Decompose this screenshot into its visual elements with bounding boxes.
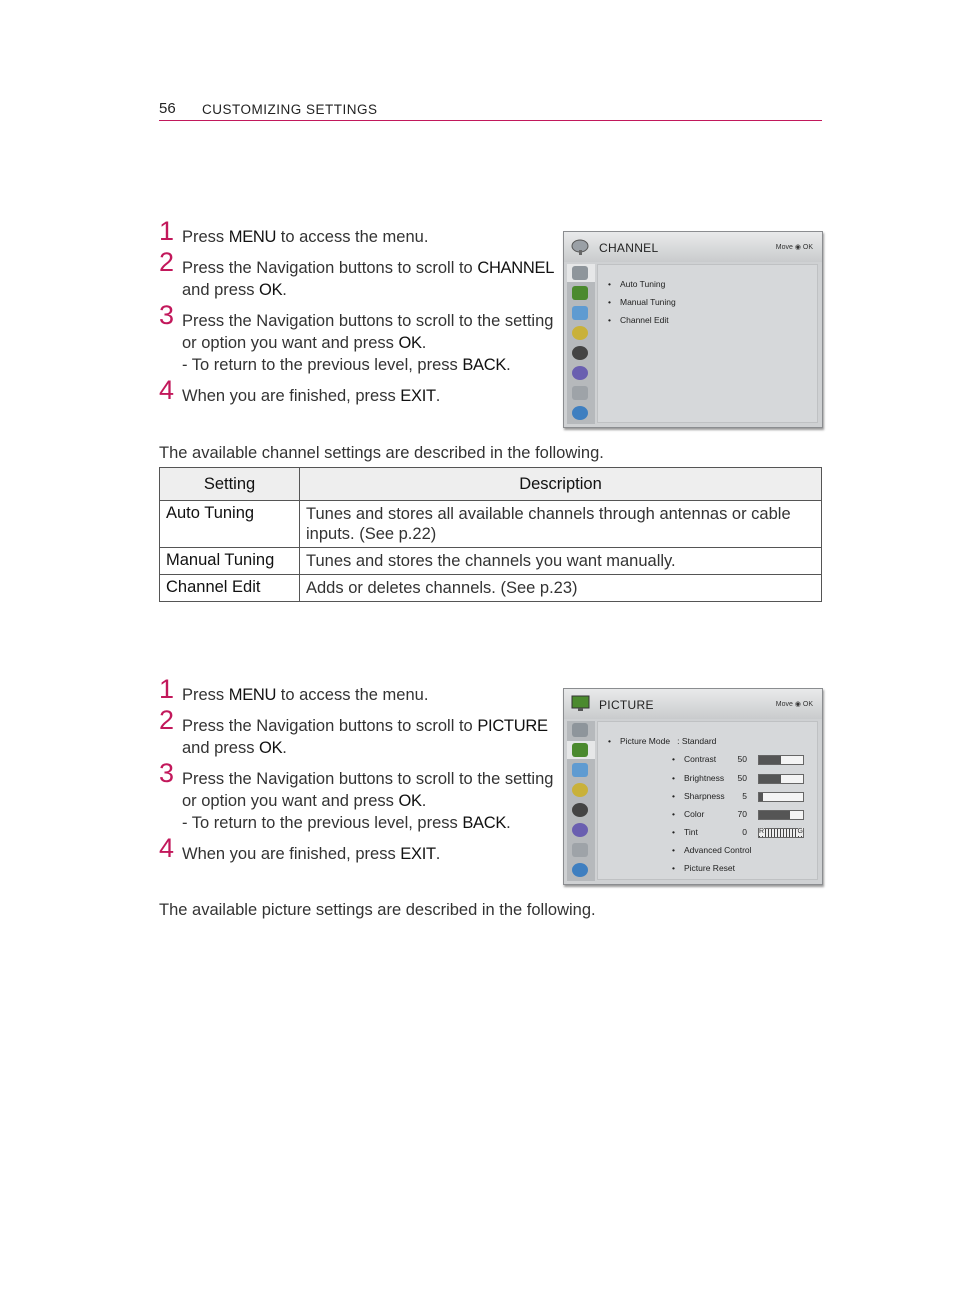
menu-item-label: Brightness [683, 773, 725, 783]
step-keyword: PICTURE [477, 717, 548, 735]
table-header-row [160, 468, 822, 501]
screen-sidebar [567, 264, 595, 424]
step-text: . [282, 739, 287, 757]
menu-item: • Picture Reset [672, 863, 736, 873]
description-cell: Tunes and stores the channels you want manually. [300, 548, 822, 575]
monitor-icon [571, 695, 590, 712]
menu-item-label: Contrast [683, 754, 717, 764]
option-icon [572, 843, 588, 857]
description-cell: Adds or deletes channels. (See p.23) [300, 575, 822, 602]
step-keyword: MENU [228, 686, 277, 704]
menu-item-label: Advanced Control [683, 845, 752, 855]
monitor-icon [572, 743, 588, 757]
picture-mode-value: : Standard [677, 736, 717, 746]
satellite-dish-icon [572, 266, 588, 280]
level-bar [758, 755, 804, 765]
step-keyword: EXIT [400, 387, 436, 405]
menu-item-label: Auto Tuning [619, 279, 666, 289]
step-text: to access the menu. [276, 686, 429, 704]
table-header: Setting [160, 468, 300, 501]
step-keyword: CHANNEL [477, 259, 555, 277]
menu-item-label: Sharpness [683, 791, 725, 801]
menu-item-label: Tint [683, 827, 698, 837]
menu-item: • Tint [672, 827, 698, 837]
note-text: - To return to the previous level, press [182, 814, 463, 832]
step-text: Press the Navigation buttons to scroll to [182, 259, 478, 277]
clock-icon [572, 803, 588, 817]
step-text: Press the Navigation buttons to scroll to the setting or option you want and press [182, 770, 554, 810]
note-keyword: BACK [462, 814, 507, 832]
satellite-dish-icon [571, 238, 590, 255]
step-text: . [282, 281, 287, 299]
step-text: and press [182, 739, 260, 757]
table-row [160, 501, 822, 548]
step-keyword: EXIT [400, 845, 436, 863]
step-item [159, 674, 559, 706]
menu-item: • Contrast [672, 754, 717, 764]
setting-value: 50 [737, 773, 747, 783]
picture-mode-row: • Picture Mode : Standard [608, 736, 717, 746]
note-text: . [506, 814, 511, 832]
tint-bar [758, 828, 804, 838]
step-text: . [435, 387, 441, 405]
setting-value: 50 [737, 754, 747, 764]
screen-header [564, 232, 822, 262]
step-number: 4 [159, 833, 175, 863]
clock-icon [572, 783, 588, 797]
step-keyword: MENU [228, 228, 277, 246]
step-text: When you are finished, press [182, 387, 401, 405]
level-fill [759, 811, 790, 819]
tint-right-label: G [797, 828, 803, 835]
step-number: 2 [159, 705, 175, 735]
step-text: Press [182, 228, 229, 246]
description-cell: Tunes and stores all available channels through antennas or cable inputs. (See p.22) [300, 501, 822, 548]
step-text: Press the Navigation buttons to scroll to [182, 717, 478, 735]
step-text: Press [182, 686, 229, 704]
step-number: 2 [159, 247, 175, 277]
step-number: 1 [159, 216, 175, 246]
globe-icon [572, 863, 588, 877]
step-item [159, 758, 559, 834]
tint-left-label: R [759, 828, 765, 835]
audio-icon [572, 763, 588, 777]
lock-icon [572, 366, 588, 380]
menu-item: • Advanced Control [672, 845, 752, 855]
picture-menu-screenshot [563, 688, 823, 885]
screen-title: PICTURE [599, 698, 654, 712]
clock-icon [572, 326, 588, 340]
level-bar [758, 774, 804, 784]
picture-steps [159, 674, 559, 874]
step-number: 4 [159, 375, 175, 405]
menu-item: • Auto Tuning [608, 279, 666, 289]
step-item [159, 833, 559, 865]
level-fill [759, 793, 763, 801]
menu-item: • Manual Tuning [608, 297, 676, 307]
step-text: . [421, 334, 427, 352]
picture-intro: The available picture settings are described in the following. [159, 901, 596, 919]
note-keyword: BACK [462, 356, 507, 374]
section-title: CUSTOMIZING SETTINGS [202, 102, 378, 117]
level-bar [758, 792, 804, 802]
globe-icon [572, 406, 588, 420]
setting-value: 5 [742, 791, 747, 801]
step-number: 1 [159, 674, 175, 704]
screen-panel [597, 264, 818, 423]
page-number: 56 [159, 100, 176, 117]
step-text: and press [182, 281, 260, 299]
option-icon [572, 386, 588, 400]
step-text: to access the menu. [276, 228, 429, 246]
page-header [159, 99, 822, 121]
menu-item-label: Picture Reset [683, 863, 736, 873]
step-item [159, 375, 559, 407]
step-text: . [435, 845, 441, 863]
note-text: - To return to the previous level, press [182, 356, 463, 374]
menu-item: • Brightness [672, 773, 725, 783]
screen-header [564, 689, 822, 719]
setting-cell: Manual Tuning [160, 548, 300, 575]
menu-item: • Channel Edit [608, 315, 669, 325]
step-keyword: OK [259, 739, 283, 757]
step-item [159, 705, 559, 759]
menu-item-label: Color [683, 809, 705, 819]
menu-item-label: Channel Edit [619, 315, 669, 325]
nav-hint: Move ◉ OK [775, 701, 813, 708]
clock-icon [572, 346, 588, 360]
setting-value: 0 [742, 827, 747, 837]
setting-cell: Auto Tuning [160, 501, 300, 548]
setting-cell: Channel Edit [160, 575, 300, 602]
menu-item-label: Manual Tuning [619, 297, 676, 307]
channel-settings-table [159, 467, 822, 602]
table-row [160, 548, 822, 575]
screen-sidebar [567, 721, 595, 881]
step-keyword: OK [398, 792, 422, 810]
step-text: . [421, 792, 427, 810]
table-row [160, 575, 822, 602]
channel-menu-screenshot [563, 231, 823, 428]
channel-intro: The available channel settings are described in the following. [159, 444, 604, 462]
step-text: When you are finished, press [182, 845, 401, 863]
step-number: 3 [159, 758, 175, 788]
step-note [182, 812, 559, 834]
level-bar [758, 810, 804, 820]
step-text: Press the Navigation buttons to scroll to the setting or option you want and press [182, 312, 554, 352]
screen-panel [597, 721, 818, 880]
menu-item: • Sharpness [672, 791, 725, 801]
step-keyword: OK [259, 281, 283, 299]
step-item [159, 300, 559, 376]
setting-value: 70 [737, 809, 747, 819]
screen-title: CHANNEL [599, 241, 659, 255]
satellite-dish-icon [572, 723, 588, 737]
step-number: 3 [159, 300, 175, 330]
step-keyword: OK [398, 334, 422, 352]
menu-item: • Color [672, 809, 705, 819]
step-item [159, 247, 559, 301]
table-header: Description [300, 468, 822, 501]
level-fill [759, 775, 781, 783]
level-fill [759, 756, 781, 764]
menu-item-label: Picture Mode [619, 736, 671, 746]
nav-hint: Move ◉ OK [775, 244, 813, 251]
monitor-icon [572, 286, 588, 300]
channel-steps [159, 216, 559, 416]
audio-icon [572, 306, 588, 320]
lock-icon [572, 823, 588, 837]
step-note [182, 354, 559, 376]
step-item [159, 216, 559, 248]
note-text: . [506, 356, 511, 374]
